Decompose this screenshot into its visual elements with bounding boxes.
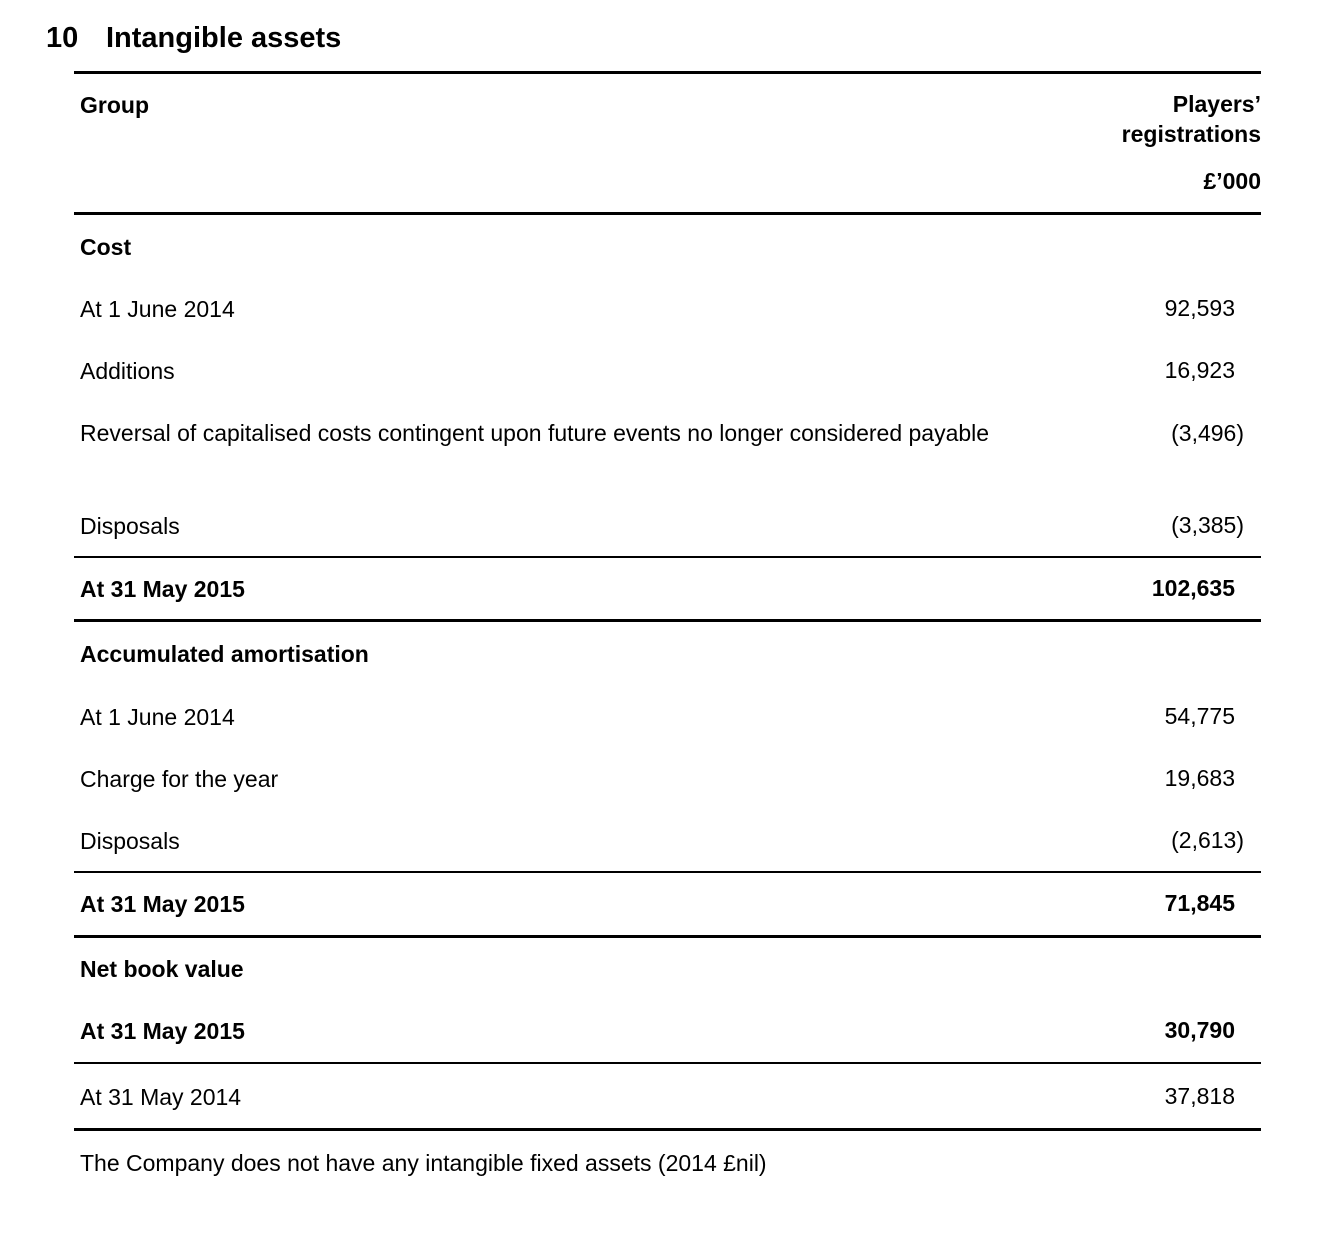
nbv-prior-value: 37,818: [1164, 1083, 1235, 1109]
nbv-prior-label: At 31 May 2014: [80, 1084, 242, 1110]
cost-row-label: Additions: [80, 358, 175, 384]
amortisation-row-label: Disposals: [80, 828, 180, 854]
note-title: [46, 18, 341, 58]
cost-total-value: 102,635: [1151, 575, 1235, 601]
amortisation-heading: Accumulated amortisation: [80, 641, 369, 667]
cost-row-value: (3,496): [1171, 420, 1244, 446]
cost-row-value: 16,923: [1164, 357, 1235, 383]
amortisation-total-rule: [74, 935, 1261, 938]
column-header-line1: Players’: [1172, 91, 1261, 117]
cost-total-label: At 31 May 2015: [80, 576, 245, 602]
cost-row-label: At 1 June 2014: [80, 296, 235, 322]
cost-row-value: (3,385): [1171, 512, 1244, 538]
cost-row-label: Reversal of capitalised costs contingent upon future events no longer considered payable: [80, 420, 990, 446]
cost-subtotal-rule: [74, 556, 1261, 558]
column-header-unit: £’000: [1203, 168, 1261, 194]
footnote: The Company does not have any intangible fixed assets (2014 £nil): [80, 1150, 767, 1176]
amortisation-total-label: At 31 May 2015: [80, 891, 245, 917]
note-number: 10: [46, 22, 79, 54]
group-label: Group: [80, 92, 149, 118]
amortisation-row-label: Charge for the year: [80, 766, 279, 792]
table-bottom-rule: [74, 1128, 1261, 1131]
amortisation-total-value: 71,845: [1164, 890, 1235, 916]
note-title-text: Intangible assets: [106, 22, 342, 54]
nbv-current-value: 30,790: [1164, 1017, 1235, 1043]
nbv-mid-rule: [74, 1062, 1261, 1064]
amortisation-row-value: 19,683: [1164, 765, 1235, 791]
cost-heading: Cost: [80, 234, 132, 260]
cost-row-label: Disposals: [80, 513, 180, 539]
amortisation-row-value: 54,775: [1164, 703, 1235, 729]
table-top-rule: [74, 71, 1261, 74]
header-bottom-rule: [74, 212, 1261, 215]
nbv-current-label: At 31 May 2015: [80, 1018, 245, 1044]
cost-row-value: 92,593: [1164, 295, 1235, 321]
column-header-line2: registrations: [1121, 121, 1261, 147]
amortisation-subtotal-rule: [74, 871, 1261, 873]
amortisation-row-label: At 1 June 2014: [80, 704, 235, 730]
amortisation-row-value: (2,613): [1171, 827, 1244, 853]
cost-total-rule: [74, 619, 1261, 622]
nbv-heading: Net book value: [80, 956, 244, 982]
